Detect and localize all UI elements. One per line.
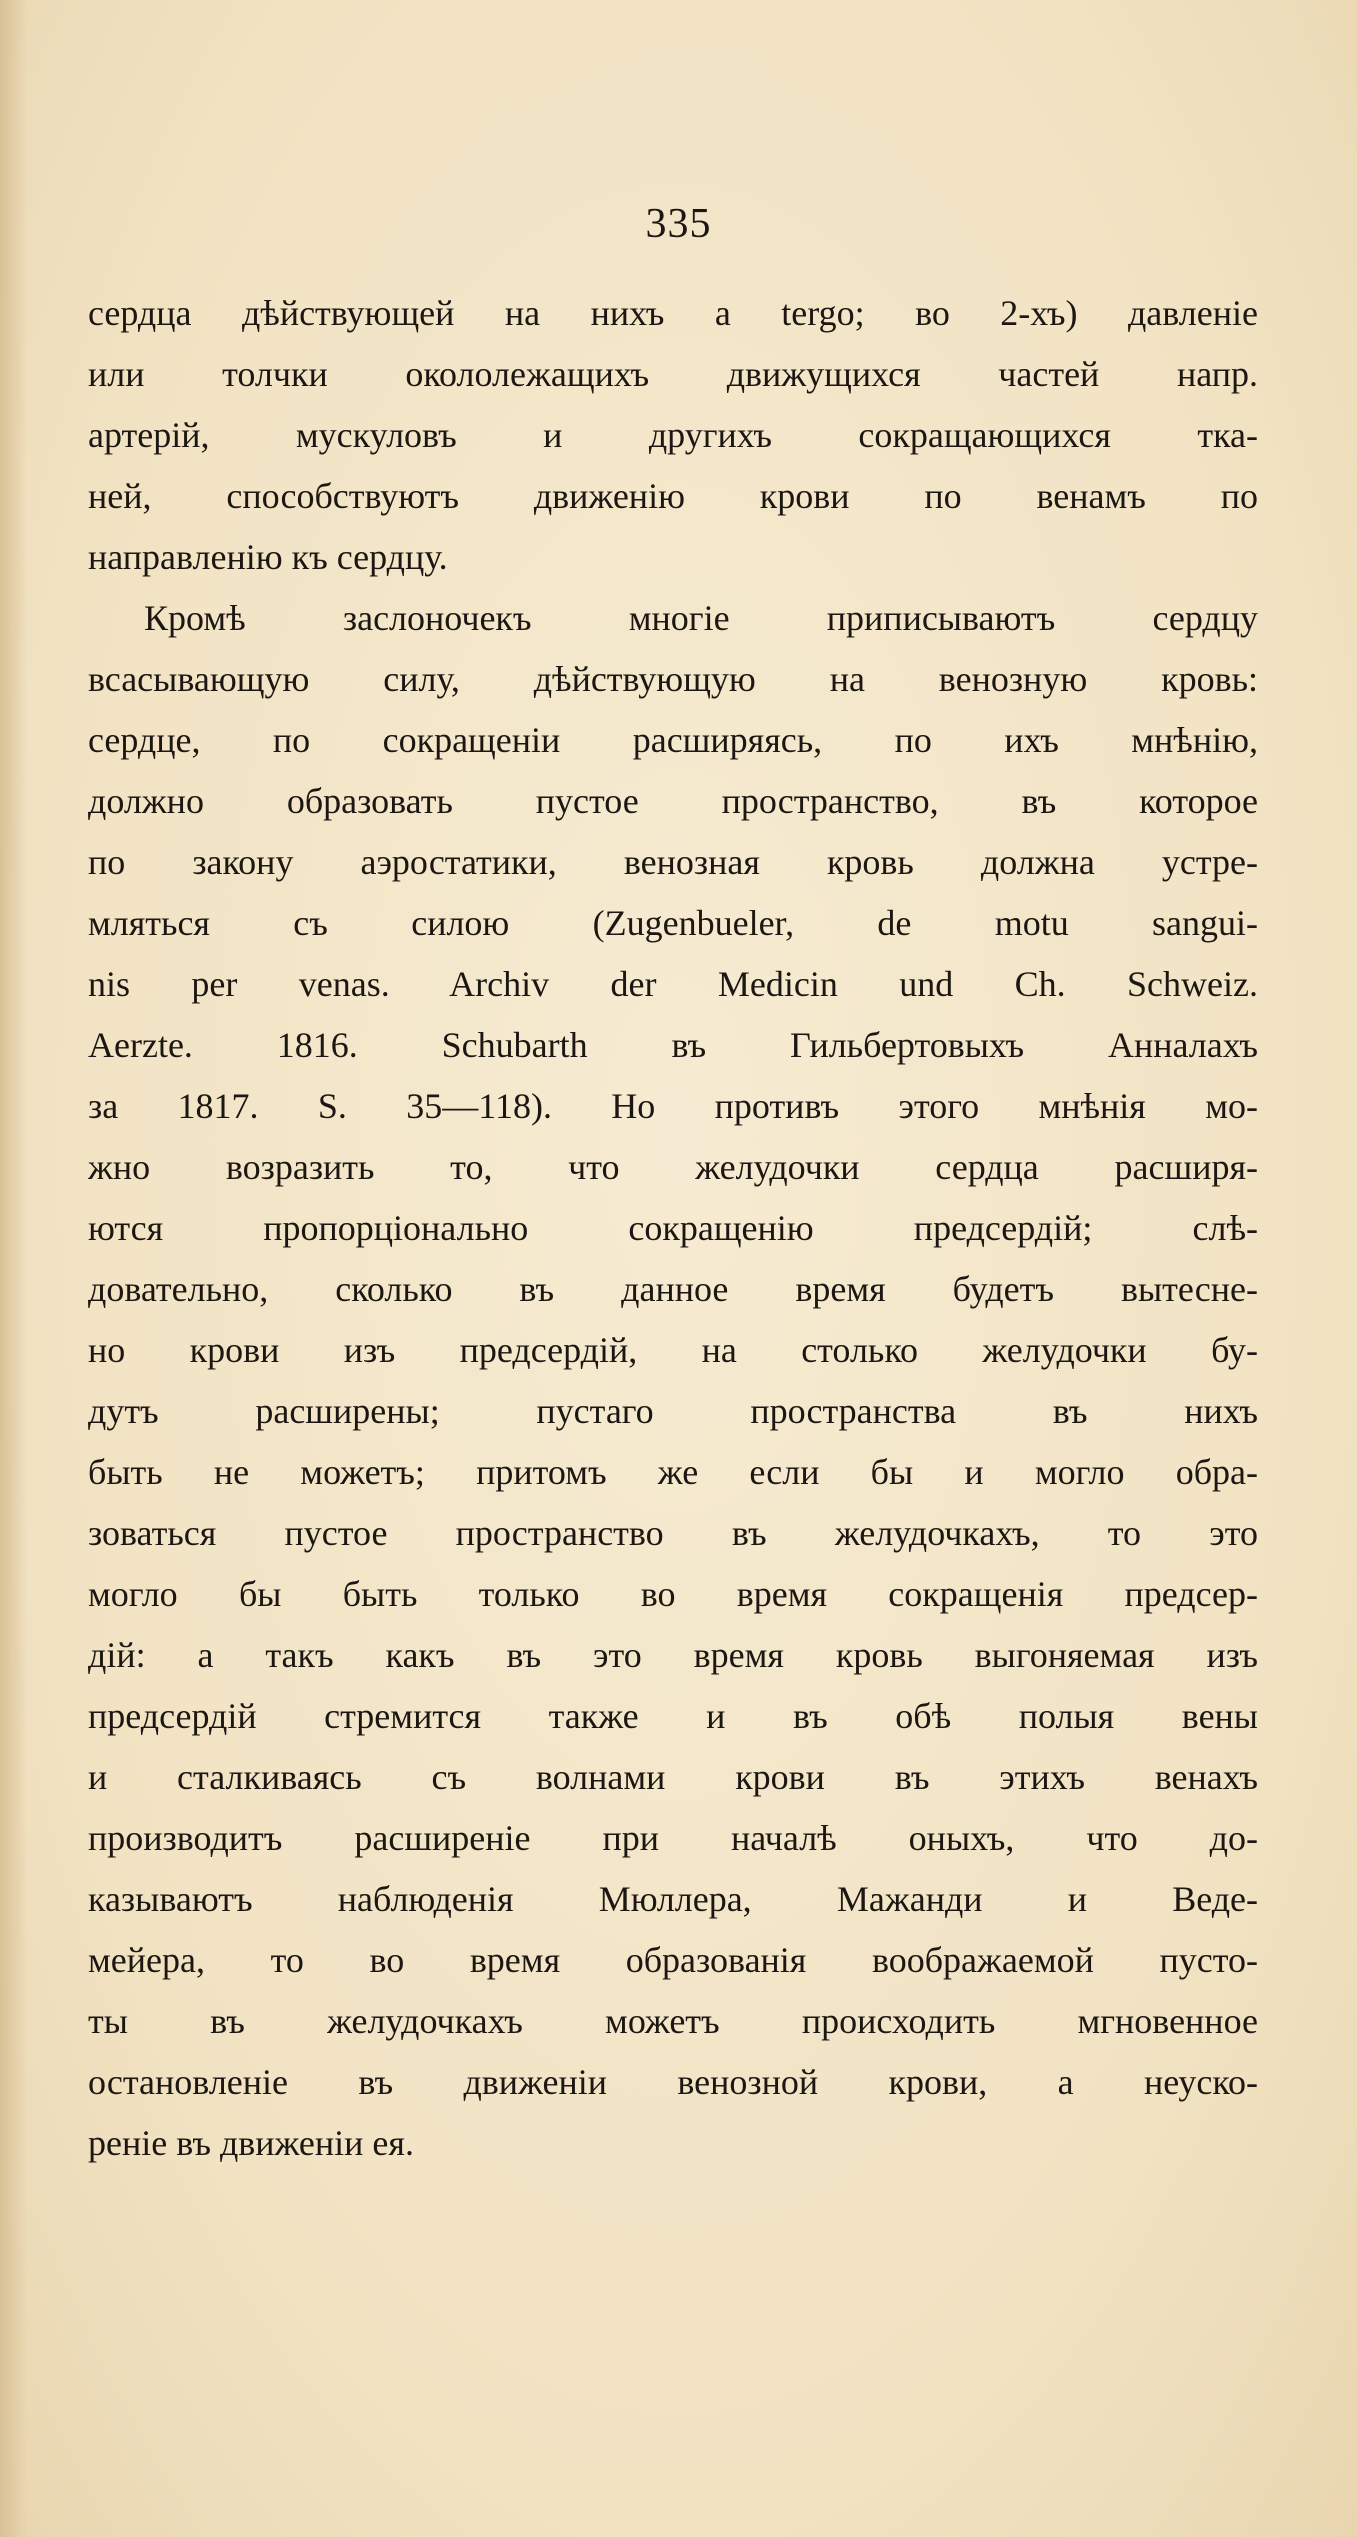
paragraph-1 bbox=[88, 283, 1258, 588]
text-line: nis per venas. Archiv der Medicin und Ch. Schweiz. bbox=[88, 964, 1258, 1004]
text-line: могло бы быть только во время сокращенія предсер- bbox=[88, 1574, 1258, 1614]
text-line: быть не можетъ; притомъ же если бы и могло обра- bbox=[88, 1452, 1258, 1492]
paragraph-2 bbox=[88, 588, 1258, 2174]
text-line: казываютъ наблюденія Мюллера, Мажанди и Веде- bbox=[88, 1879, 1258, 1919]
text-line: за 1817. S. 35—118). Но противъ этого мнѣнія мо- bbox=[88, 1086, 1258, 1126]
page-edge-shadow bbox=[0, 0, 28, 2537]
text-line: остановленіе въ движеніи венозной крови, а неуско- bbox=[88, 2062, 1258, 2102]
text-line: ней, способствуютъ движенію крови по венамъ по bbox=[88, 476, 1258, 516]
page-number: 335 bbox=[645, 201, 712, 247]
text-line: Кромѣ заслоночекъ многіе приписываютъ сердцу bbox=[144, 598, 1258, 638]
text-line: реніе въ движеніи ея. bbox=[88, 2123, 414, 2163]
text-line: дутъ расширены; пустаго пространства въ нихъ bbox=[88, 1391, 1258, 1431]
text-line: мейера, то во время образованія воображаемой пусто- bbox=[88, 1940, 1258, 1980]
text-line: зоваться пустое пространство въ желудочкахъ, то это bbox=[88, 1513, 1258, 1553]
text-line: или толчки окололежащихъ движущихся частей напр. bbox=[88, 354, 1258, 394]
text-line: сердца дѣйствующей на нихъ a tergo; во 2-хъ) давленіе bbox=[88, 293, 1258, 333]
text-line: довательно, сколько въ данное время будетъ вытесне- bbox=[88, 1269, 1258, 1309]
text-line: и сталкиваясь съ волнами крови въ этихъ венахъ bbox=[88, 1757, 1258, 1797]
text-line: Aerzte. 1816. Schubarth въ Гильбертовыхъ Анналахъ bbox=[88, 1025, 1258, 1065]
text-line: артерій, мускуловъ и другихъ сокращающихся тка- bbox=[88, 415, 1258, 455]
text-line: сердце, по сокращеніи расширяясь, по ихъ мнѣнію, bbox=[88, 720, 1258, 760]
text-line: дій: а такъ какъ въ это время кровь выгоняемая изъ bbox=[88, 1635, 1258, 1675]
text-line: производитъ расширеніе при началѣ оныхъ, что до- bbox=[88, 1818, 1258, 1858]
text-line: но крови изъ предсердій, на столько желудочки бу- bbox=[88, 1330, 1258, 1370]
text-line: ты въ желудочкахъ можетъ происходить мгновенное bbox=[88, 2001, 1258, 2041]
text-line: ются пропорціонально сокращенію предсердій; слѣ- bbox=[88, 1208, 1258, 1248]
text-line: жно возразить то, что желудочки сердца расширя- bbox=[88, 1147, 1258, 1187]
body-text bbox=[88, 283, 1258, 2174]
text-line: должно образовать пустое пространство, въ которое bbox=[88, 781, 1258, 821]
text-line: предсердій стремится также и въ обѣ полыя вены bbox=[88, 1696, 1258, 1736]
text-line: по закону аэростатики, венозная кровь должна устре- bbox=[88, 842, 1258, 882]
text-line: мляться съ силою (Zugenbueler, de motu sangui- bbox=[88, 903, 1258, 943]
text-line: всасывающую силу, дѣйствующую на венозную кровь: bbox=[88, 659, 1258, 699]
text-line: направленію къ сердцу. bbox=[88, 537, 448, 577]
